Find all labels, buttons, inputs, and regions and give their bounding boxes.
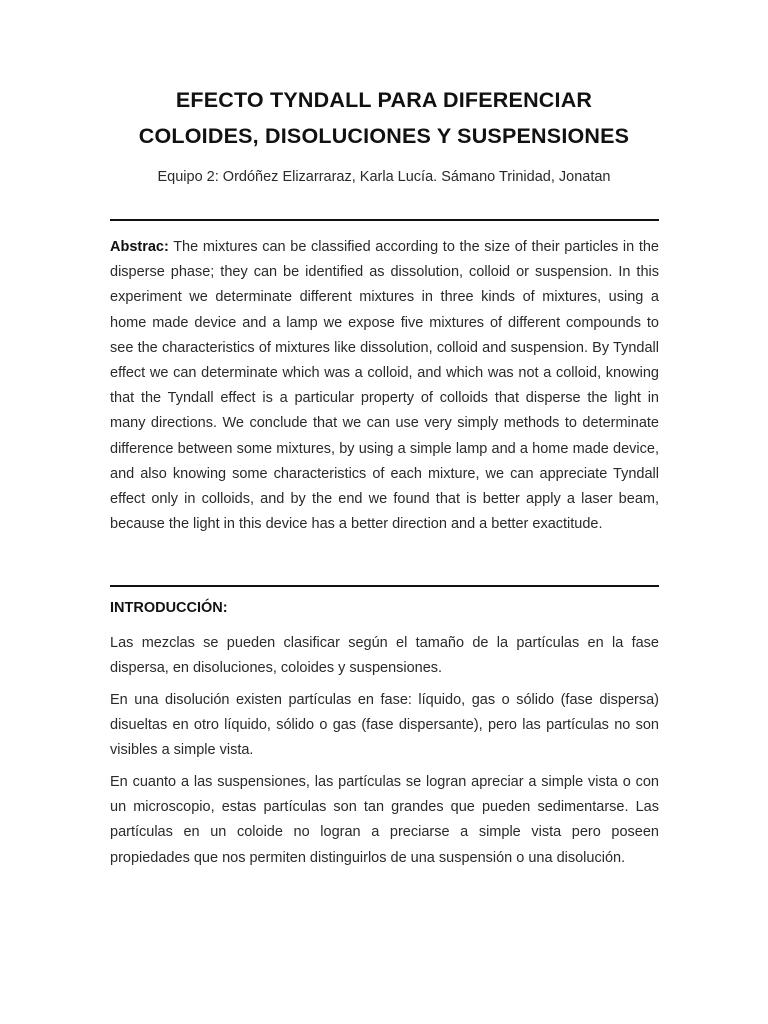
intro-paragraph-3: En cuanto a las suspensiones, las partículas se logran apreciar a simple vista o con un microscopio, estas partículas son tan grandes que pueden sedimentarse. Las partículas en un coloide no logran a preciarse a simple vista pero poseen propiedades que nos permiten distinguirlos de una suspensión o una disolución. — [110, 774, 659, 866]
authors-line: Equipo 2: Ordóñez Elizarraraz, Karla Lucía. Sámano Trinidad, Jonatan — [157, 169, 611, 185]
intro-paragraph-2: En una disolución existen partículas en fase: líquido, gas o sólido (fase dispersa) disueltas en otro líquido, sólido o gas (fase dispersante), pero las partículas no son visibles a simple vista. — [110, 692, 659, 759]
title-line-1: EFECTO TYNDALL PARA DIFERENCIAR — [175, 88, 593, 112]
abstract-top-rule — [110, 219, 659, 221]
title-line-2: COLOIDES, DISOLUCIONES Y SUSPENSIONES — [138, 124, 630, 148]
abstract-bottom-rule — [110, 585, 659, 587]
abstract-label: Abstrac: — [110, 239, 169, 255]
section-heading-introduccion: INTRODUCCIÓN: — [110, 600, 228, 616]
abstract-paragraph — [110, 235, 659, 537]
intro-paragraph-1: Las mezclas se pueden clasificar según el tamaño de la partículas en la fase dispersa, en disoluciones, coloides y suspensiones. — [110, 635, 659, 677]
abstract-text: The mixtures can be classified according to the size of their particles in the disperse phase; they can be identified as dissolution, colloid or suspension. In this experiment we determinate different mixtures in three kinds of mixtures, using a home made device and a lamp we expose five mixtures of different compounds to see the characteristics of mixtures like dissolution, colloid and suspension. By Tyndall effect we can determinate which was a colloid, and which was not a colloid, knowing that the Tyndall effect is a particular property of colloids that disperse the light in many directions. We conclude that we can use very simply methods to determinate difference between some mixtures, by using a simple lamp and a home made device, and also knowing some characteristics of each mixture, we can appreciate Tyndall effect only in colloids, and by the end we found that is better apply a laser beam, because the light in this device has a better direction and a better exactitude. — [110, 239, 659, 533]
